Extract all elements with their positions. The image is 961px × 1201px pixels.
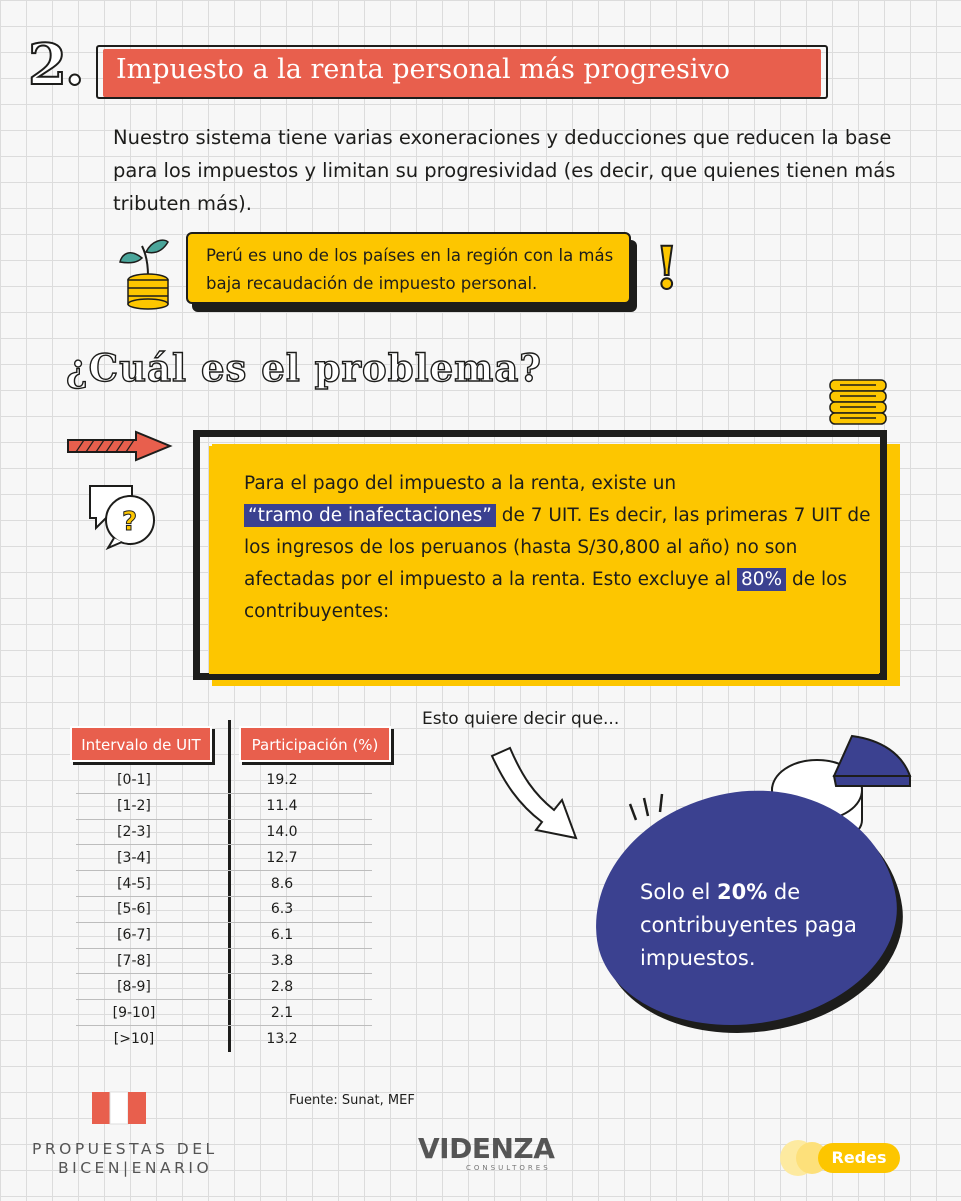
brand-line-2: BICEN|ENARIO: [58, 1159, 213, 1177]
cell-interval: [4-5]: [117, 875, 151, 892]
cell-interval: [3-4]: [117, 849, 151, 866]
problem-text: [244, 468, 874, 628]
table-header-interval: Intervalo de UIT: [70, 726, 212, 762]
conclusion-lead: Esto quiere decir que...: [422, 709, 620, 729]
arrow-right-icon: [66, 428, 176, 464]
cell-interval: [8-9]: [117, 978, 151, 995]
svg-text:?: ?: [122, 507, 138, 537]
conclusion-text-1: Solo el: [640, 880, 717, 904]
cell-interval: [6-7]: [117, 927, 151, 944]
exclamation-icon: !: [654, 234, 680, 302]
videnza-subtitle: CONSULTORES: [466, 1164, 551, 1172]
cell-value: 3.8: [270, 952, 294, 969]
cell-interval: [1-2]: [117, 798, 151, 815]
question-bubbles-icon: [84, 478, 162, 552]
table-row: [76, 897, 372, 923]
cell-value: 2.8: [270, 978, 294, 995]
cell-interval: [>10]: [113, 1030, 155, 1047]
cell-value: 13.2: [266, 1030, 298, 1047]
cell-interval: [7-8]: [117, 952, 151, 969]
cell-value: 14.0: [266, 823, 298, 840]
problem-text-1: Para el pago del impuesto a la renta, existe un: [244, 473, 677, 494]
table-row: [76, 1026, 372, 1052]
problem-title: ¿Cuál es el problema?: [66, 346, 542, 390]
note-text: Perú es uno de los países en la región con la más baja recaudación de impuesto personal.: [206, 246, 614, 293]
cell-value: 6.3: [270, 901, 294, 918]
peru-flag-icon: [92, 1088, 148, 1128]
cell-value: 2.1: [270, 1004, 294, 1021]
problem-text-2: de 7 UIT. Es decir, las primeras 7 UIT de los ingresos de los peruanos (hasta S/30,800 al año) no son afectadas por el impuesto a la renta. Esto excluye al: [244, 505, 871, 590]
curved-arrow-icon: [484, 742, 584, 852]
plant-coins-icon: [112, 236, 182, 310]
cell-interval: [5-6]: [117, 901, 151, 918]
table-row: [76, 820, 372, 846]
highlight-tramo: “tramo de inafectaciones”: [244, 504, 496, 527]
cell-value: 6.1: [270, 927, 294, 944]
cell-interval: [9-10]: [112, 1004, 156, 1021]
cell-value: 8.6: [270, 875, 294, 892]
table-header-participation: Participación (%): [239, 726, 391, 762]
table-row: [76, 794, 372, 820]
table-row: [76, 1000, 372, 1026]
intro-paragraph: Nuestro sistema tiene varias exoneraciones y deducciones que reducen la base para los impuestos y limitan su progresividad (es decir, que quienes tienen más tributen más).: [113, 126, 896, 215]
conclusion-text-2: de contribuyentes paga impuestos.: [640, 880, 857, 970]
redes-button[interactable]: Redes: [818, 1143, 900, 1173]
highlight-80: 80%: [737, 568, 786, 591]
cell-value: 11.4: [266, 798, 298, 815]
table-row: [76, 871, 372, 897]
coin-stack-icon: [826, 372, 890, 428]
table-row: [76, 974, 372, 1000]
table-body: [76, 768, 372, 1052]
cell-interval: [0-1]: [117, 772, 151, 789]
highlight-20: 20%: [716, 880, 768, 904]
source-note: Fuente: Sunat, MEF: [289, 1093, 415, 1108]
table-row: [76, 923, 372, 949]
videnza-logo: VIDENZA: [418, 1132, 555, 1165]
page-title: Impuesto a la renta personal más progresivo: [116, 54, 730, 85]
conclusion-text: [640, 876, 880, 975]
brand-logo: [32, 1140, 218, 1178]
cell-value: 12.7: [266, 849, 298, 866]
section-number: 2.: [28, 32, 83, 98]
table-row: [76, 949, 372, 975]
cell-interval: [2-3]: [117, 823, 151, 840]
cell-value: 19.2: [266, 772, 298, 789]
problem-text-3: de los contribuyentes:: [244, 569, 848, 622]
brand-line-1: PROPUESTAS DEL: [32, 1140, 218, 1158]
table-row: [76, 768, 372, 794]
table-row: [76, 845, 372, 871]
